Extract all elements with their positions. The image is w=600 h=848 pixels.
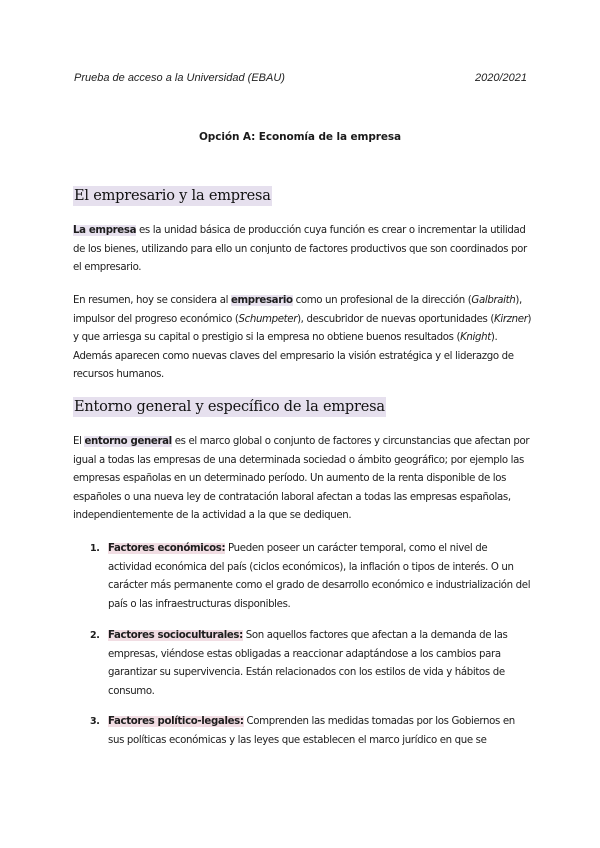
section-heading-empresario: El empresario y la empresa — [74, 188, 271, 204]
author-kirzner: Kirzner — [494, 313, 528, 325]
list-item-factores-socioculturales — [92, 627, 532, 701]
paragraph-text: En resumen, hoy se considera al — [73, 295, 231, 306]
option-title: Opción A: Economía de la empresa — [198, 131, 401, 143]
list-label: Factores económicos: — [108, 543, 226, 554]
paragraph-text: ). Además aparecen como nuevas claves del empresario la visión estratégica y el liderazgo de recursos humanos. — [73, 332, 514, 381]
paragraph-text: ) y que arriesga su capital o prestigio si la empresa no obtiene buenos resultados ( — [73, 313, 532, 344]
header-year: 2020/2021 — [475, 72, 527, 84]
list-text: Son aquellos factores que afectan a la demanda de las empresas, viéndose estas obligadas a reaccionar adaptándose a los cambios para garantizar su supervivencia. Están relacionados con los estilos de vida y hábitos de consumo. — [108, 630, 508, 697]
author-knight: Knight — [460, 332, 491, 344]
list-label: Factores socioculturales: — [108, 630, 243, 641]
list-text: Pueden poseer un carácter temporal, como el nivel de actividad económica del país (ciclos económicos), la inflación o tipos de interés. O un carácter más permanente como el grado de desarrollo económico e industrialización del país o las infraestructuras disponibles. — [108, 543, 531, 610]
page-header — [74, 72, 527, 84]
list-number: 3. — [90, 716, 100, 727]
list-number: 1. — [90, 543, 100, 554]
paragraph-empresa-definition — [73, 222, 533, 278]
list-number: 2. — [90, 630, 100, 641]
author-schumpeter: Schumpeter — [238, 313, 298, 325]
paragraph-empresario-summary — [73, 292, 533, 385]
paragraph-text: como un profesional de la dirección ( — [292, 295, 472, 306]
paragraph-text: ), impulsor del progreso económico ( — [73, 295, 522, 325]
list-item-factores-economicos — [92, 540, 532, 614]
keyword-empresario: empresario — [230, 295, 293, 306]
list-label: Factores político-legales: — [108, 716, 244, 727]
keyword-la-empresa: La empresa — [73, 225, 137, 236]
paragraph-entorno-general — [73, 433, 533, 526]
section-heading-entorno: Entorno general y específico de la empresa — [74, 399, 385, 415]
header-exam-title: Prueba de acceso a la Universidad (EBAU) — [74, 72, 285, 84]
list-text: Comprenden las medidas tomadas por los Gobiernos en sus políticas económicas y las leyes que establecen el marco jurídico en que se — [108, 716, 515, 746]
paragraph-text: El — [73, 436, 85, 447]
keyword-entorno-general: entorno general — [84, 436, 172, 447]
paragraph-text: ), descubridor de nuevas oportunidades ( — [297, 313, 495, 325]
paragraph-text: es la unidad básica de producción cuya función es crear o incrementar la utilidad de los bienes, utilizando para ello un conjunto de factores productivos que son coordinados por el empresario. — [73, 225, 527, 274]
author-galbraith: Galbraith — [471, 295, 516, 306]
paragraph-text: es el marco global o conjunto de factores y circunstancias que afectan por igual a todas las empresas de una determinada sociedad o ámbito geográfico; por ejemplo las empresas españolas en un determinado período. Un aumento de la renta disponible de los españoles o una nueva ley de contratación laboral afectan a todas las empresas españolas, independientemente de la actividad a la que se dediquen. — [73, 436, 530, 522]
list-item-factores-politico-legales — [92, 713, 532, 750]
